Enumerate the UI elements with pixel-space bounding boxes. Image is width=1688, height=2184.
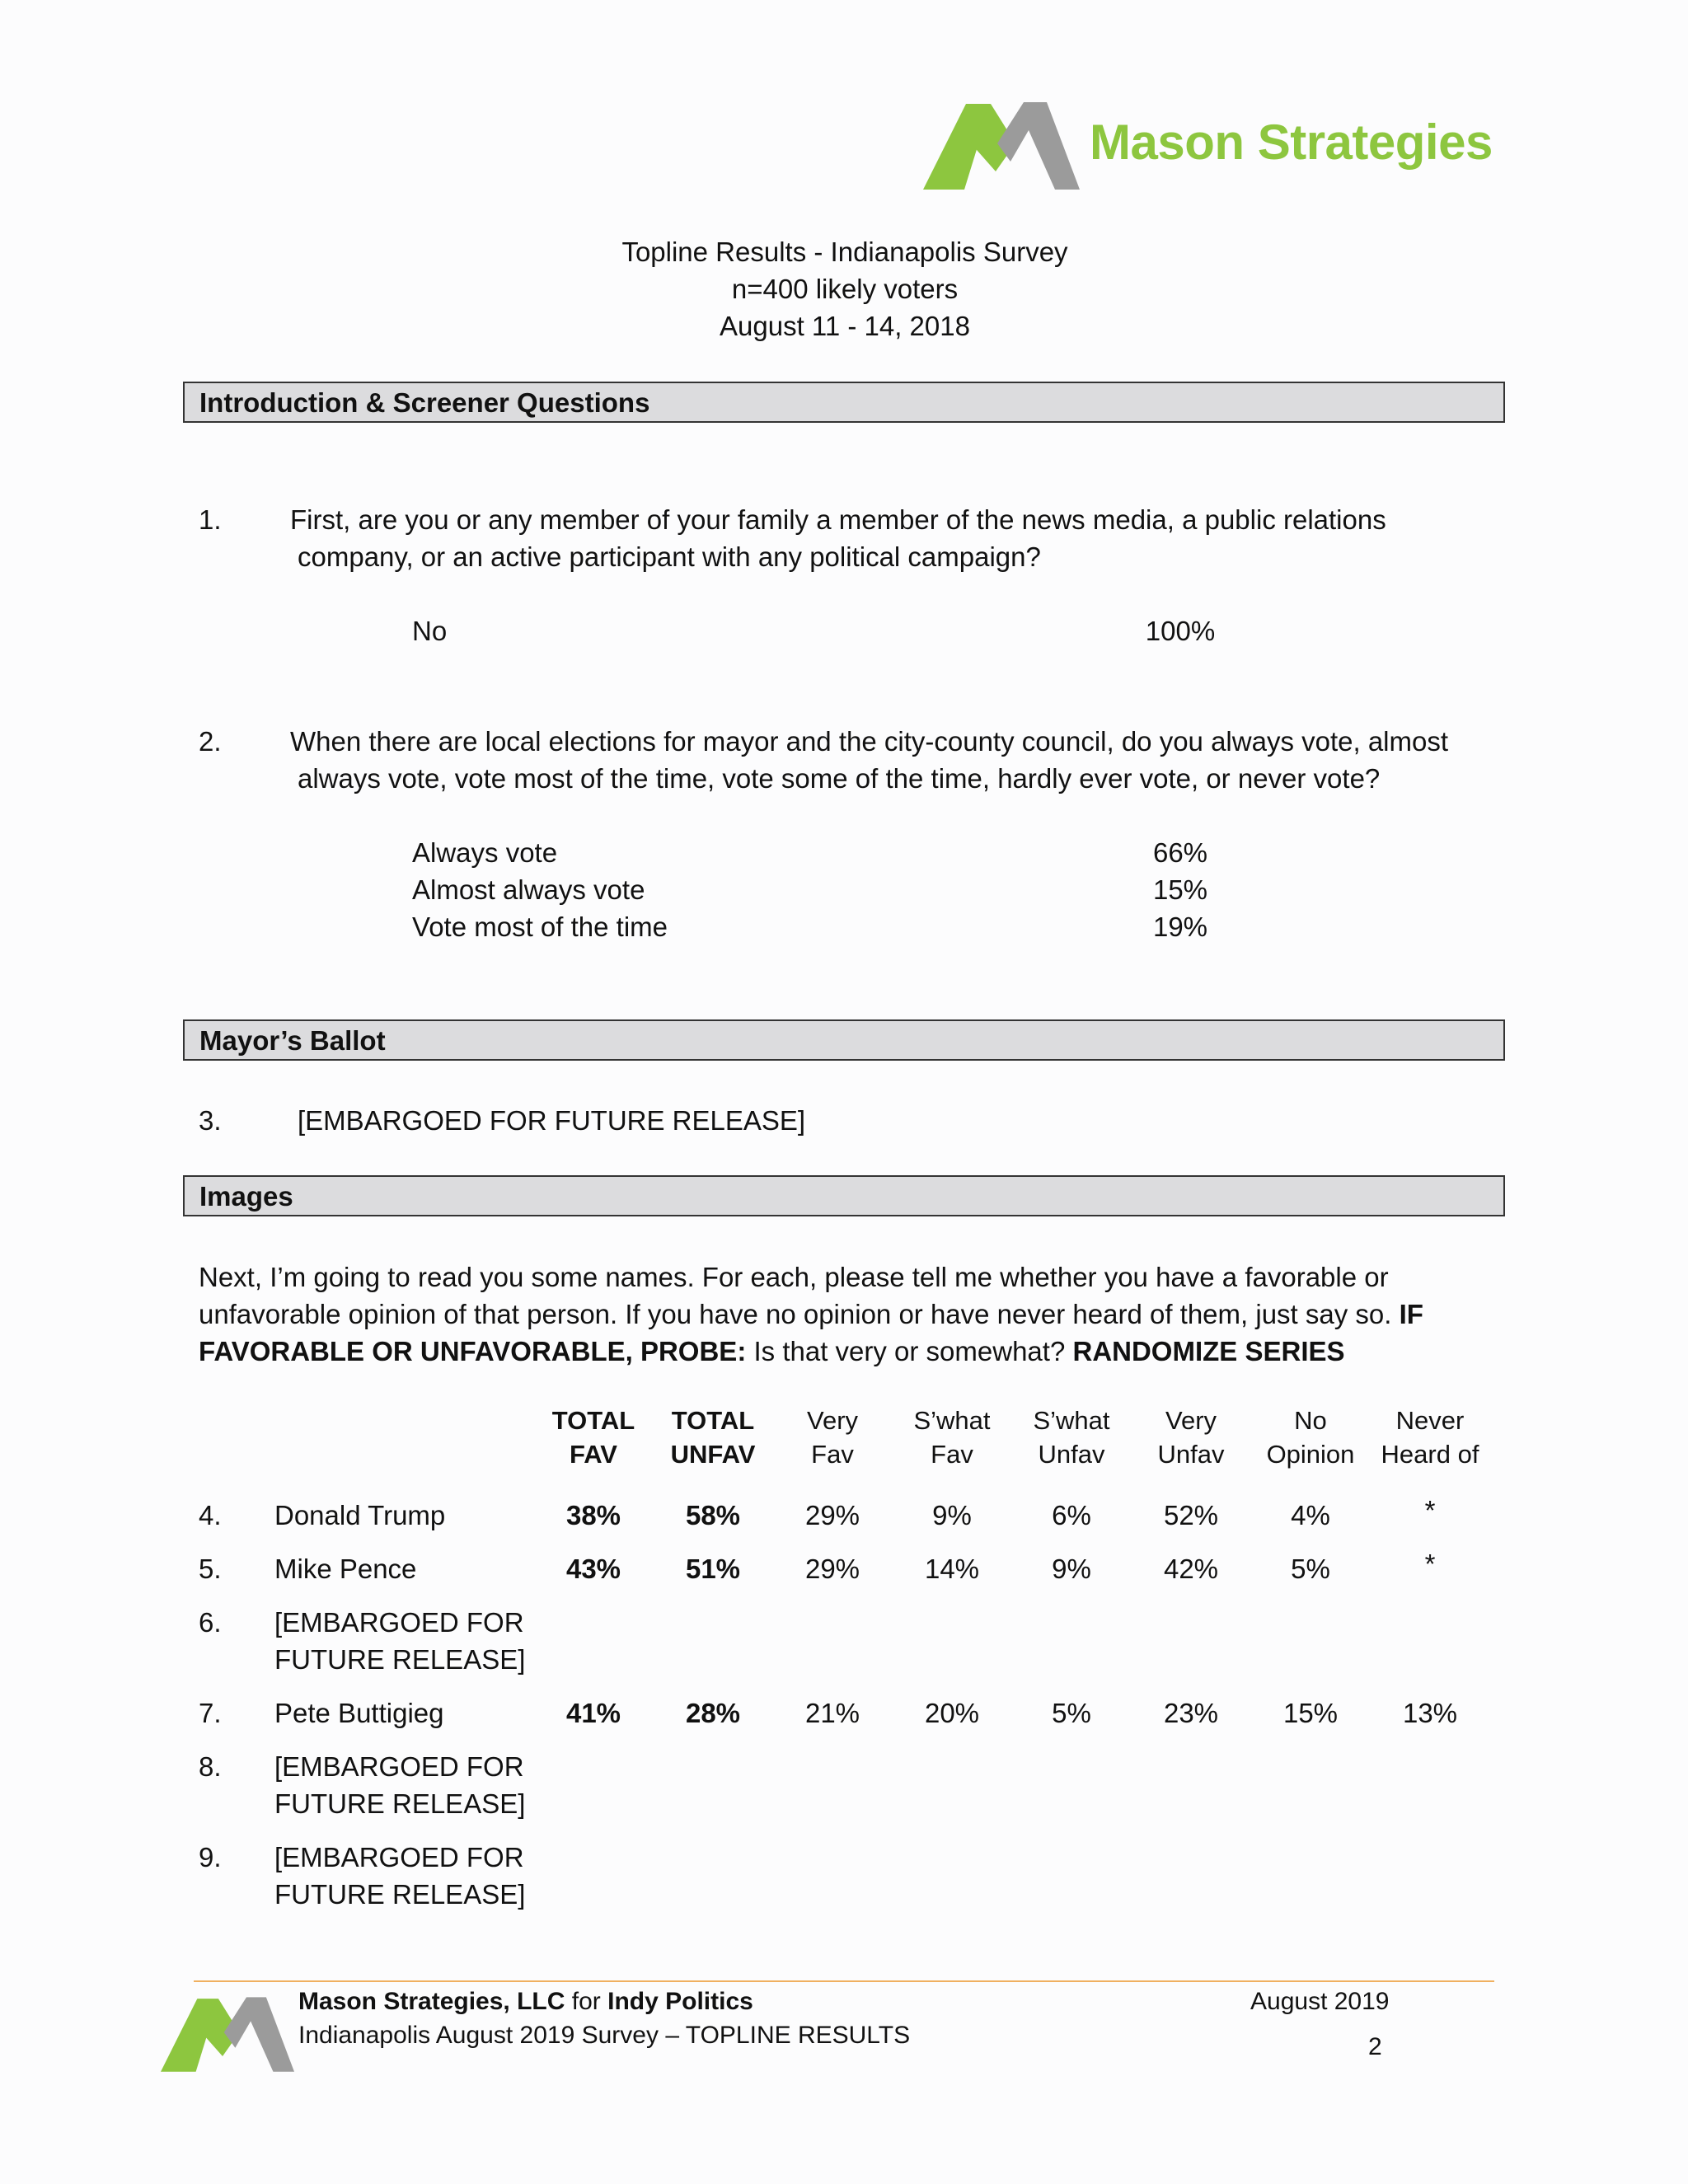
table-cell: 51%	[685, 1554, 741, 1584]
table-cell: 58%	[685, 1500, 741, 1530]
row-name-embargoed: [EMBARGOED FOR	[274, 1751, 524, 1782]
table-cell: 52%	[1163, 1500, 1219, 1530]
page-number: 2	[1368, 2033, 1382, 2060]
table-cell: 6%	[1052, 1500, 1091, 1530]
question-text: When there are local elections for mayor and the city-county council, do you always vote, almost	[290, 726, 1449, 757]
table-cell: 42%	[1163, 1554, 1219, 1584]
survey-dates: August 11 - 14, 2018	[720, 311, 970, 341]
table-cell: 9%	[1052, 1554, 1091, 1584]
row-number: 7.	[199, 1698, 222, 1728]
table-cell: 29%	[804, 1554, 860, 1584]
section-header-ballot	[183, 1019, 1505, 1061]
table-cell: 21%	[804, 1698, 860, 1728]
answer-value: 100%	[1145, 616, 1216, 646]
table-cell: 13%	[1402, 1698, 1458, 1728]
table-header-cell: Heard of	[1381, 1440, 1479, 1469]
row-number: 8.	[199, 1751, 222, 1782]
instructions-text	[199, 1296, 1423, 1333]
row-name-embargoed: FUTURE RELEASE]	[274, 1788, 526, 1819]
table-header-cell: Very	[1165, 1406, 1217, 1435]
sample-size: n=400 likely voters	[731, 274, 959, 304]
table-header-cell: UNFAV	[670, 1440, 756, 1469]
table-header-cell: Unfav	[1038, 1440, 1105, 1469]
row-number: 4.	[199, 1500, 222, 1530]
table-cell: 9%	[932, 1500, 972, 1530]
instructions-probe-label: IF	[1399, 1299, 1423, 1329]
table-cell: 23%	[1163, 1698, 1219, 1728]
table-header-cell: Opinion	[1266, 1440, 1355, 1469]
table-header-cell: TOTAL	[551, 1406, 635, 1435]
answer-label: Always vote	[412, 837, 558, 868]
section-title: Mayor’s Ballot	[199, 1025, 386, 1056]
table-header-cell: S’what	[1033, 1406, 1110, 1435]
table-header-cell: No	[1294, 1406, 1327, 1435]
row-name-embargoed: [EMBARGOED FOR	[274, 1607, 524, 1638]
footer-divider	[194, 1980, 1494, 1982]
table-cell: 4%	[1291, 1500, 1330, 1530]
row-number: 5.	[199, 1554, 222, 1584]
table-cell: 14%	[924, 1554, 980, 1584]
row-name-embargoed: [EMBARGOED FOR	[274, 1842, 524, 1872]
section-header-intro	[183, 382, 1505, 423]
answer-value: 19%	[1152, 912, 1208, 942]
instructions-randomize-label: RANDOMIZE SERIES	[1072, 1336, 1345, 1366]
footer-company-line	[298, 1985, 753, 2018]
row-name-embargoed: FUTURE RELEASE]	[274, 1644, 526, 1675]
row-number: 6.	[199, 1607, 222, 1638]
table-cell: 20%	[924, 1698, 980, 1728]
table-header-cell: Fav	[931, 1440, 973, 1469]
table-cell: 43%	[565, 1554, 621, 1584]
row-name: Pete Buttigieg	[274, 1698, 444, 1728]
question-text: First, are you or any member of your family a member of the news media, a public relations	[290, 504, 1386, 535]
instructions-text: Next, I’m going to read you some names. For each, please tell me whether you have a favorable or	[199, 1262, 1389, 1292]
row-name: Donald Trump	[274, 1500, 446, 1530]
footer-subtitle: Indianapolis August 2019 Survey – TOPLINE RESULTS	[298, 2022, 911, 2049]
mason-strategies-logo-icon	[923, 97, 1080, 190]
footer-client: Indy Politics	[607, 1988, 753, 2015]
footer-company: Mason Strategies, LLC	[298, 1988, 565, 2015]
table-cell: 38%	[565, 1500, 621, 1530]
table-cell: 28%	[685, 1698, 741, 1728]
answer-label: Almost always vote	[412, 874, 645, 905]
table-cell: *	[1424, 1549, 1436, 1579]
table-header-cell: FAV	[570, 1440, 617, 1469]
table-cell: 5%	[1052, 1698, 1091, 1728]
question-text: company, or an active participant with any political campaign?	[298, 541, 1041, 572]
section-title: Images	[199, 1181, 293, 1212]
row-number: 9.	[199, 1842, 222, 1872]
table-cell: 5%	[1291, 1554, 1330, 1584]
instructions-text-part: Is that very or somewhat?	[753, 1336, 1066, 1366]
row-name: Mike Pence	[274, 1554, 417, 1584]
question-number: 2.	[199, 726, 222, 757]
table-cell: 29%	[804, 1500, 860, 1530]
table-header-cell: TOTAL	[671, 1406, 755, 1435]
section-title: Introduction & Screener Questions	[199, 387, 650, 418]
embargoed-text: [EMBARGOED FOR FUTURE RELEASE]	[298, 1105, 806, 1136]
footer-for: for	[571, 1988, 601, 2015]
table-cell: *	[1424, 1495, 1436, 1526]
report-title: Topline Results - Indianapolis Survey	[621, 237, 1068, 267]
table-cell: 41%	[565, 1698, 621, 1728]
table-cell: 15%	[1282, 1698, 1339, 1728]
question-number: 1.	[199, 504, 222, 535]
section-header-images	[183, 1175, 1505, 1216]
question-number: 3.	[199, 1105, 222, 1136]
brand-name: Mason Strategies	[1090, 115, 1493, 170]
answer-label: Vote most of the time	[412, 912, 668, 942]
answer-label: No	[412, 616, 448, 646]
table-header-cell: Unfav	[1157, 1440, 1225, 1469]
table-header-cell: Never	[1395, 1406, 1465, 1435]
answer-value: 66%	[1152, 837, 1208, 868]
row-name-embargoed: FUTURE RELEASE]	[274, 1879, 526, 1910]
instructions-text	[199, 1333, 1345, 1370]
instructions-text-part: unfavorable opinion of that person. If you have no opinion or have never heard of them, just say so.	[199, 1299, 1392, 1329]
footer-date: August 2019	[1250, 1988, 1390, 2015]
answer-value: 15%	[1152, 874, 1208, 905]
footer-logo-icon	[161, 1993, 294, 2072]
question-text: always vote, vote most of the time, vote some of the time, hardly ever vote, or never vote?	[298, 763, 1381, 794]
table-header-cell: S’what	[913, 1406, 991, 1435]
table-header-cell: Fav	[811, 1440, 854, 1469]
table-header-cell: Very	[806, 1406, 859, 1435]
instructions-probe-label: FAVORABLE OR UNFAVORABLE, PROBE:	[199, 1336, 747, 1366]
